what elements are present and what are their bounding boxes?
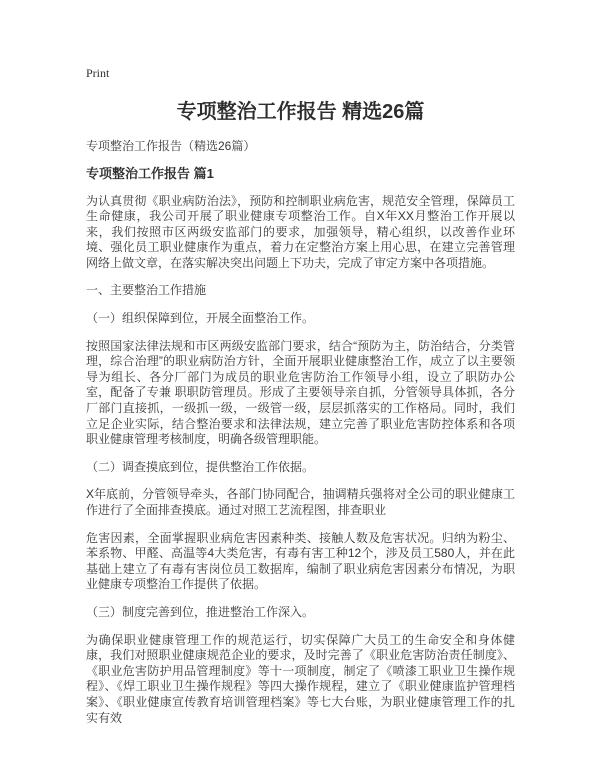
paragraph-hazard-factors: 危害因素，全面掌握职业病危害因素种类、接触人数及危害状况。归纳为粉尘、苯系物、甲醛、高温等4大类危害，有毒有害工种12个，涉及员工580人，并在此基础上建立了有毒有害岗位员工数据库，编制了职业病危害因素分布情况，为职业健康专项整治工作提供了依据。	[86, 530, 515, 592]
article-heading: 专项整治工作报告 篇1	[86, 165, 214, 181]
paragraph-regulations: 为确保职业健康管理工作的规范运行，切实保障广大员工的生命安全和身体健康，我们对照职业健康规范企业的要求，及时完善了《职业危害防治责任制度》、《职业危害防护用品管理制度》等十一项制度，制定了《喷漆工职业卫生操作规程》、《焊工职业卫生操作规程》等四大操作规程，建立了《职业健康监护管理档案》、《职业健康宣传教育培训管理档案》等七大台账，为职业健康管理工作的扎实有效	[86, 632, 515, 725]
page-title: 专项整治工作报告 精选26篇	[176, 101, 425, 123]
paragraph-survey: X年底前，分管领导牵头，各部门协同配合，抽调精兵强将对全公司的职业健康工作进行了全面排查摸底。通过对照工艺流程图，排查职业	[86, 487, 515, 517]
subsection-heading-2: （二）调查摸底到位，提供整治工作依据。	[86, 459, 315, 474]
paragraph-intro: 为认真贯彻《职业病防治法》，预防和控制职业病危害，规范安全管理，保障员工生命健康，我公司开展了职业健康专项整治工作。自X年XX月整治工作开展以来，我们按照市区两级安监部门的要求，加强领导，精心组织，以改善作业环境、强化员工职业健康作为重点，着力在定整治方案上用心思，在建立完善管理网络上做文章，在落实解决突出问题上下功夫，完成了审定方案中各项措施。	[86, 193, 515, 270]
paragraph-organization: 按照国家法律法规和市区两级安监部门要求，结合“预防为主，防治结合，分类管理，综合治理”的职业病防治方针，全面开展职业健康整治工作，成立了以主要领导为组长、各分厂部门为成员的职业危害防治工作领导小组，设立了职防办公室，配备了专兼 职职防管理员。形成了主要领导亲自抓，分管领导具体抓，各分厂部门直接抓，一级抓一级，一级管一级，层层抓落实的工作格局。同时，我们立足企业实际，结合整治要求和法律法规，建立完善了职业危害防控体系和各项职业健康管理考核制度，明确各级管理职能。	[86, 338, 515, 447]
doc-subtitle: 专项整治工作报告（精选26篇）	[86, 139, 256, 153]
subsection-heading-1: （一）组织保障到位，开展全面整治工作。	[86, 311, 315, 326]
section-heading-main-measures: 一、主要整治工作措施	[86, 283, 207, 298]
print-link[interactable]: Print	[86, 66, 110, 80]
subsection-heading-3: （三）制度完善到位，推进整治工作深入。	[86, 604, 315, 619]
